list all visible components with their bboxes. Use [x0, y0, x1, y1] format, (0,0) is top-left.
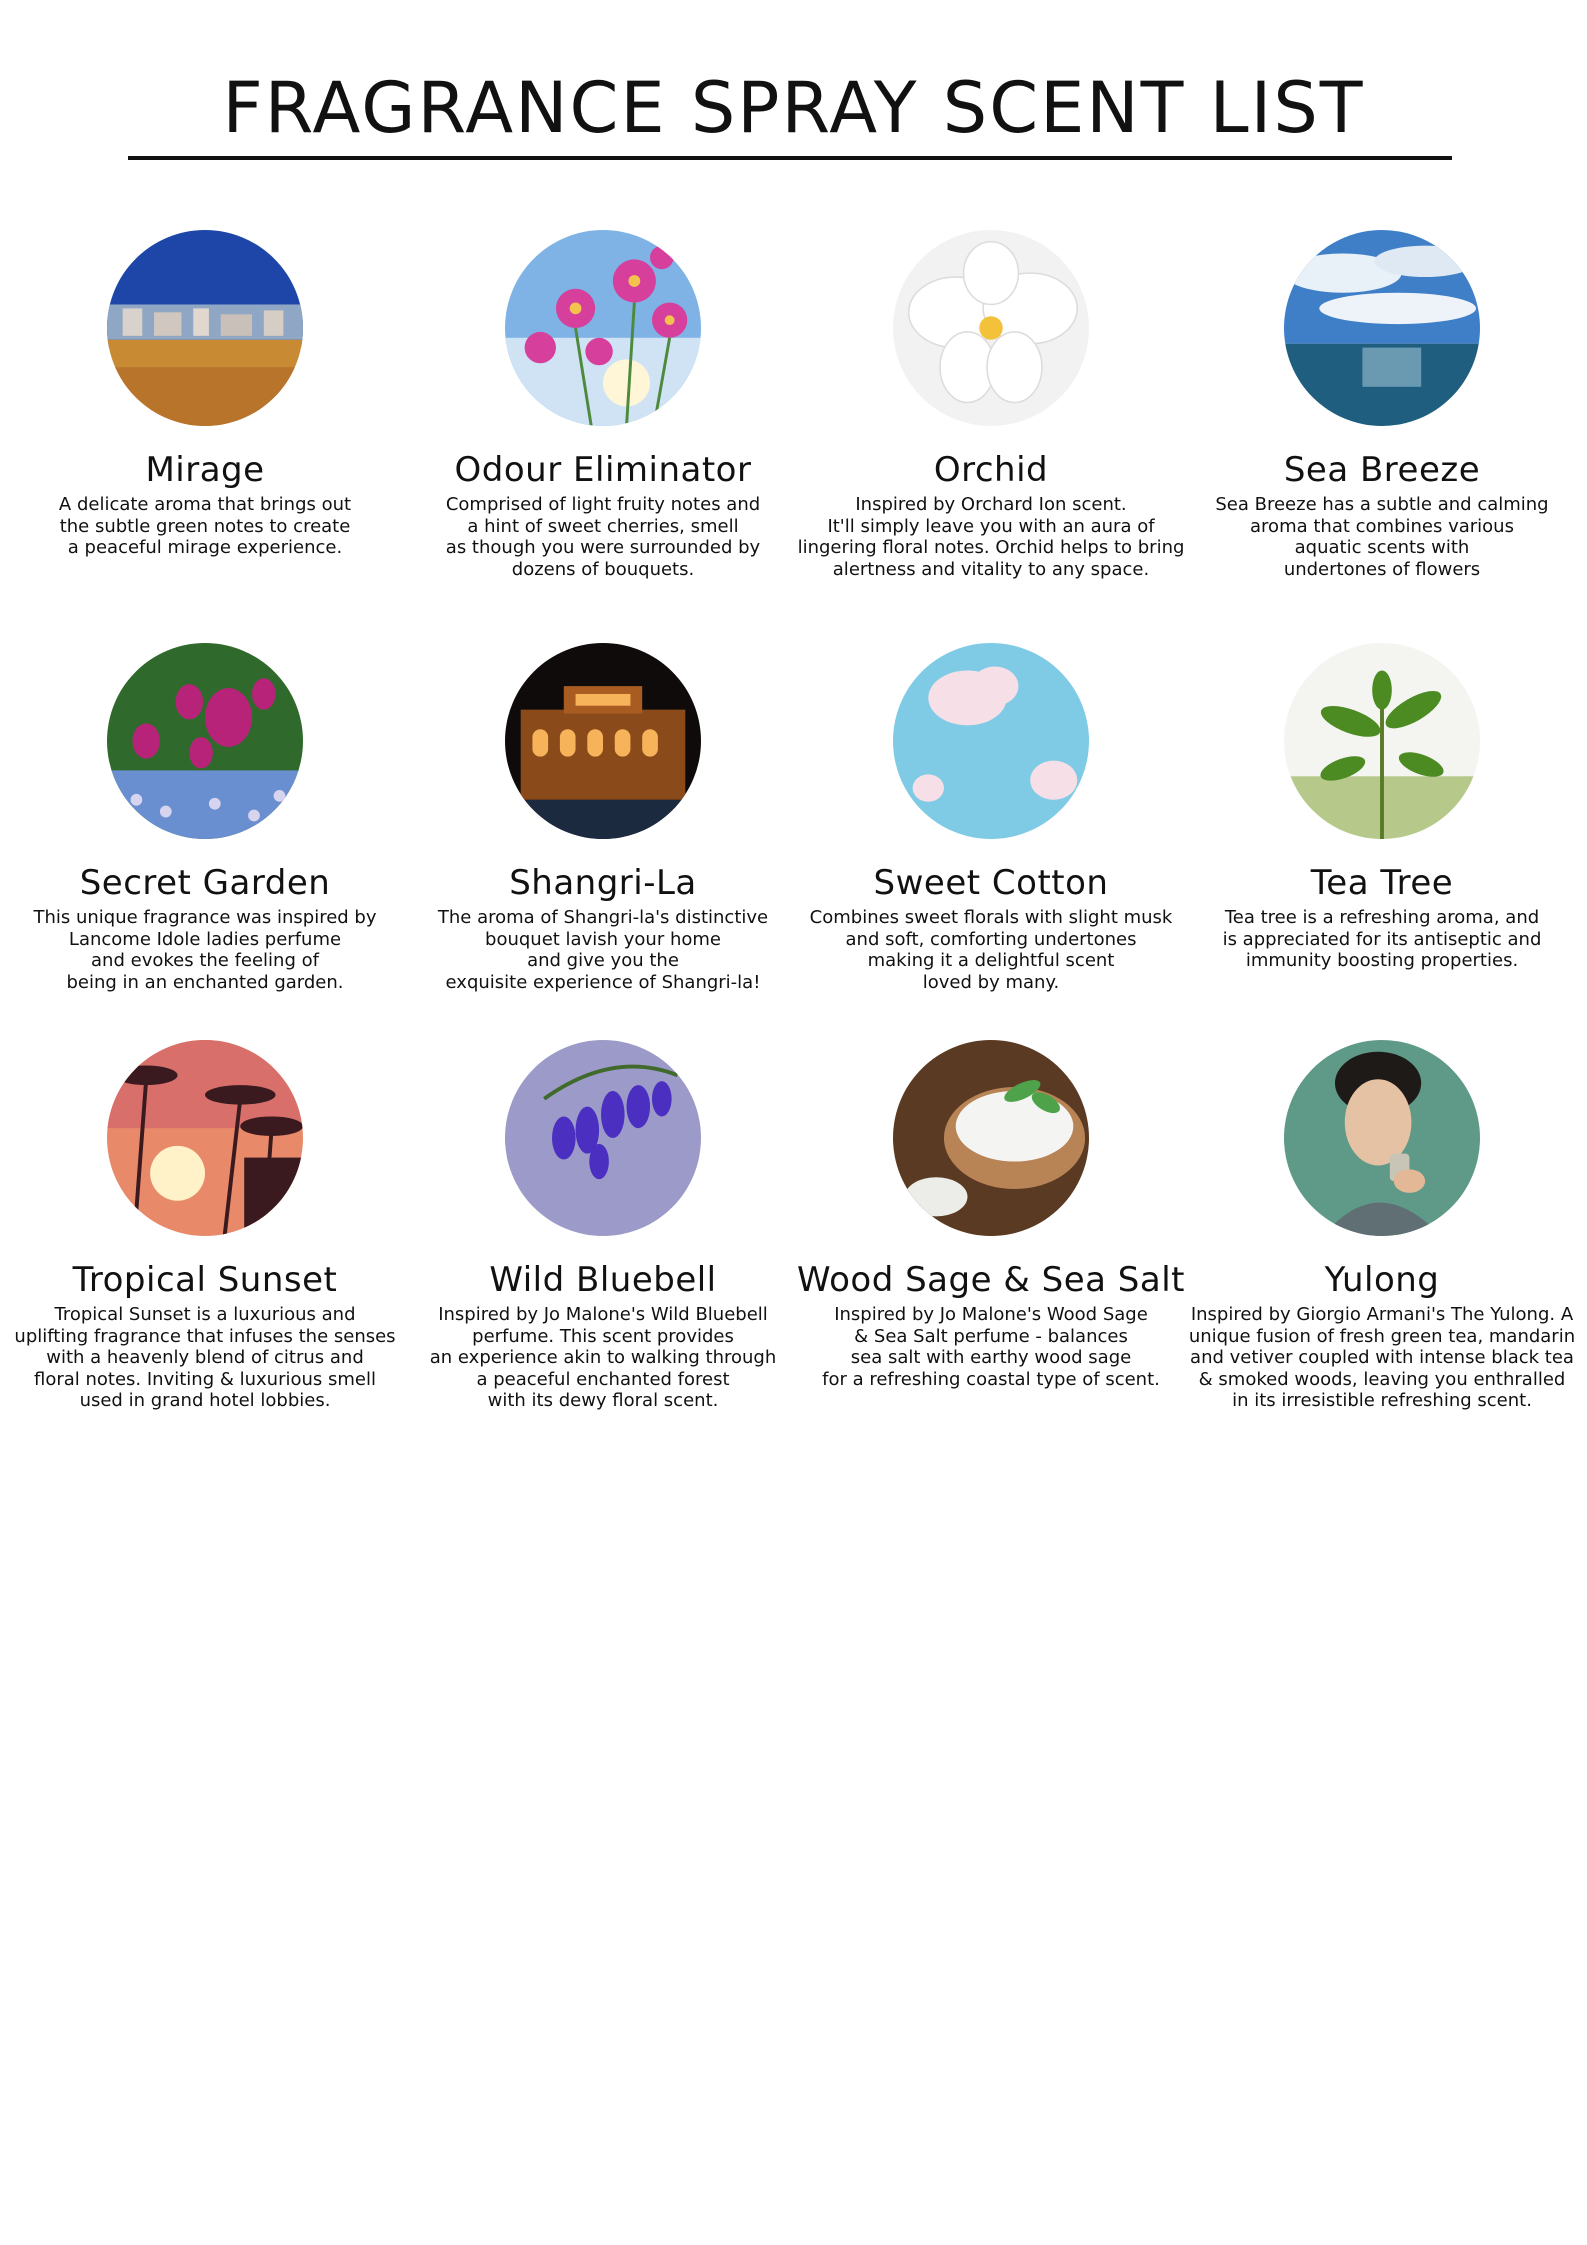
- scent-description: A delicate aroma that brings out the subtle green notes to create a peaceful mirage experience.: [58, 494, 352, 558]
- shangri-la-photo: [505, 643, 701, 839]
- scent-name: Yulong: [1324, 1260, 1440, 1300]
- scent-card-odour-eliminator: [408, 230, 798, 580]
- mirage-photo: [107, 230, 303, 426]
- scent-description: Sea Breeze has a subtle and calming aroma that combines various aquatic scents with undertones of flowers: [1215, 494, 1549, 580]
- scent-name: Secret Garden: [79, 863, 331, 903]
- scent-description: Inspired by Jo Malone's Wood Sage & Sea Salt perfume - balances sea salt with earthy wood sage for a refreshing coastal type of scent.: [822, 1304, 1160, 1390]
- scent-name: Tropical Sunset: [72, 1260, 338, 1300]
- odour-eliminator-photo: [505, 230, 701, 426]
- scent-name: Tea Tree: [1310, 863, 1454, 903]
- scent-description: Inspired by Giorgio Armani's The Yulong. A unique fusion of fresh green tea, mandarin and vetiver coupled with intense black tea & smoked woods, leaving you enthralled in its irresistible refreshing scent.: [1188, 1304, 1576, 1411]
- scent-name: Wild Bluebell: [489, 1260, 717, 1300]
- scent-card-yulong: [1187, 1040, 1577, 1412]
- orchid-photo: [893, 230, 1089, 426]
- tea-tree-photo: [1284, 643, 1480, 839]
- scent-description: This unique fragrance was inspired by Lancome Idole ladies perfume and evokes the feeling of being in an enchanted garden.: [33, 907, 377, 993]
- scent-name: Sea Breeze: [1283, 450, 1481, 490]
- wood-sage-sea-salt-photo: [893, 1040, 1089, 1236]
- scent-card-sea-breeze: [1187, 230, 1577, 580]
- scent-name: Sweet Cotton: [873, 863, 1109, 903]
- scent-description: Tea tree is a refreshing aroma, and is appreciated for its antiseptic and immunity boosting properties.: [1222, 907, 1542, 971]
- scent-card-wood-sage-sea-salt: [796, 1040, 1186, 1390]
- scent-card-secret-garden: [10, 643, 400, 993]
- wild-bluebell-photo: [505, 1040, 701, 1236]
- scent-description: Combines sweet florals with slight musk and soft, comforting undertones making it a delightful scent loved by many.: [809, 907, 1173, 993]
- scent-card-orchid: [796, 230, 1186, 580]
- scent-card-tea-tree: [1187, 643, 1577, 972]
- sea-breeze-photo: [1284, 230, 1480, 426]
- scent-name: Shangri-La: [509, 863, 697, 903]
- tropical-sunset-photo: [107, 1040, 303, 1236]
- scent-card-shangri-la: [408, 643, 798, 993]
- scent-description: Tropical Sunset is a luxurious and uplifting fragrance that infuses the senses with a heavenly blend of citrus and floral notes. Inviting & luxurious smell used in grand hotel lobbies.: [14, 1304, 396, 1411]
- scent-name: Wood Sage & Sea Salt: [796, 1260, 1185, 1300]
- scent-description: Inspired by Orchard Ion scent. It'll simply leave you with an aura of lingering floral notes. Orchid helps to bring alertness and vitality to any space.: [797, 494, 1185, 580]
- secret-garden-photo: [107, 643, 303, 839]
- scent-description: Comprised of light fruity notes and a hint of sweet cherries, smell as though you were surrounded by dozens of bouquets.: [445, 494, 761, 580]
- scent-name: Odour Eliminator: [454, 450, 752, 490]
- scent-name: Mirage: [145, 450, 265, 490]
- scent-description: Inspired by Jo Malone's Wild Bluebell perfume. This scent provides an experience akin to walking through a peaceful enchanted forest with its dewy floral scent.: [429, 1304, 777, 1411]
- yulong-photo: [1284, 1040, 1480, 1236]
- scent-name: Orchid: [933, 450, 1049, 490]
- scent-card-wild-bluebell: [408, 1040, 798, 1412]
- sweet-cotton-photo: [893, 643, 1089, 839]
- scent-card-tropical-sunset: [10, 1040, 400, 1412]
- scent-description: The aroma of Shangri-la's distinctive bouquet lavish your home and give you the exquisite experience of Shangri-la!: [437, 907, 769, 993]
- page-title: FRAGRANCE SPRAY SCENT LIST: [222, 67, 1365, 149]
- scent-card-mirage: [10, 230, 400, 559]
- title-divider: [128, 156, 1452, 160]
- scent-card-sweet-cotton: [796, 643, 1186, 993]
